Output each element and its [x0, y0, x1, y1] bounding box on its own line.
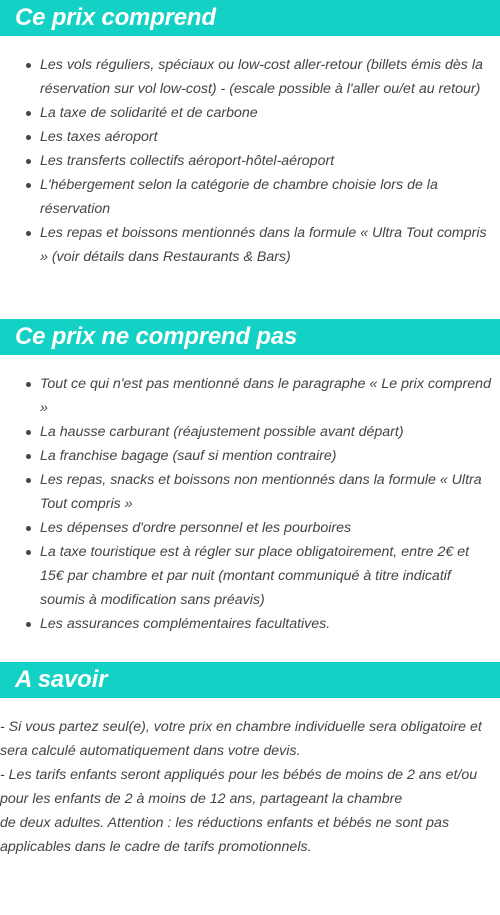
list-item: Les transferts collectifs aéroport-hôtel-aéroport	[0, 149, 500, 173]
list-item: La taxe touristique est à régler sur place obligatoirement, entre 2€ et 15€ par chambre et par nuit (montant communiqué à titre indicatif soumis à modification sans préavis)	[0, 540, 500, 612]
solo-traveler-note: - Si vous partez seul(e), votre prix en chambre individuelle sera obligatoire et sera calculé automatiquement dans votre devis.	[0, 719, 482, 759]
included-section	[0, 0, 500, 269]
list-item: La franchise bagage (sauf si mention contraire)	[0, 444, 500, 468]
info-title: A savoir	[0, 662, 500, 698]
list-item: Les repas et boissons mentionnés dans la formule « Ultra Tout compris » (voir détails dans Restaurants & Bars)	[0, 221, 500, 269]
info-section	[0, 662, 500, 859]
excluded-title: Ce prix ne comprend pas	[0, 319, 500, 355]
child-rates-note-continued: de deux adultes. Attention : les réductions enfants et bébés ne sont pas applicables dans le cadre de tarifs promotionnels.	[0, 815, 450, 855]
list-item: La hausse carburant (réajustement possible avant départ)	[0, 420, 500, 444]
list-item: Tout ce qui n'est pas mentionné dans le paragraphe « Le prix comprend »	[0, 372, 500, 420]
list-item: Les taxes aéroport	[0, 125, 500, 149]
list-item: Les vols réguliers, spéciaux ou low-cost aller-retour (billets émis dès la réservation sur vol low-cost) - (escale possible à l'aller ou/et au retour)	[0, 53, 500, 101]
included-title: Ce prix comprend	[0, 0, 500, 36]
list-item: Les repas, snacks et boissons non mentionnés dans la formule « Ultra Tout compris »	[0, 468, 500, 516]
included-list	[0, 53, 500, 269]
excluded-list	[0, 372, 500, 636]
list-item: Les assurances complémentaires facultatives.	[0, 612, 500, 636]
list-item: L'hébergement selon la catégorie de chambre choisie lors de la réservation	[0, 173, 500, 221]
info-notes	[0, 715, 500, 859]
list-item: Les dépenses d'ordre personnel et les pourboires	[0, 516, 500, 540]
excluded-section	[0, 319, 500, 636]
child-rates-note: - Les tarifs enfants seront appliqués pour les bébés de moins de 2 ans et/ou pour les enfants de 2 à moins de 12 ans, partageant la chambre	[0, 767, 478, 807]
list-item: La taxe de solidarité et de carbone	[0, 101, 500, 125]
